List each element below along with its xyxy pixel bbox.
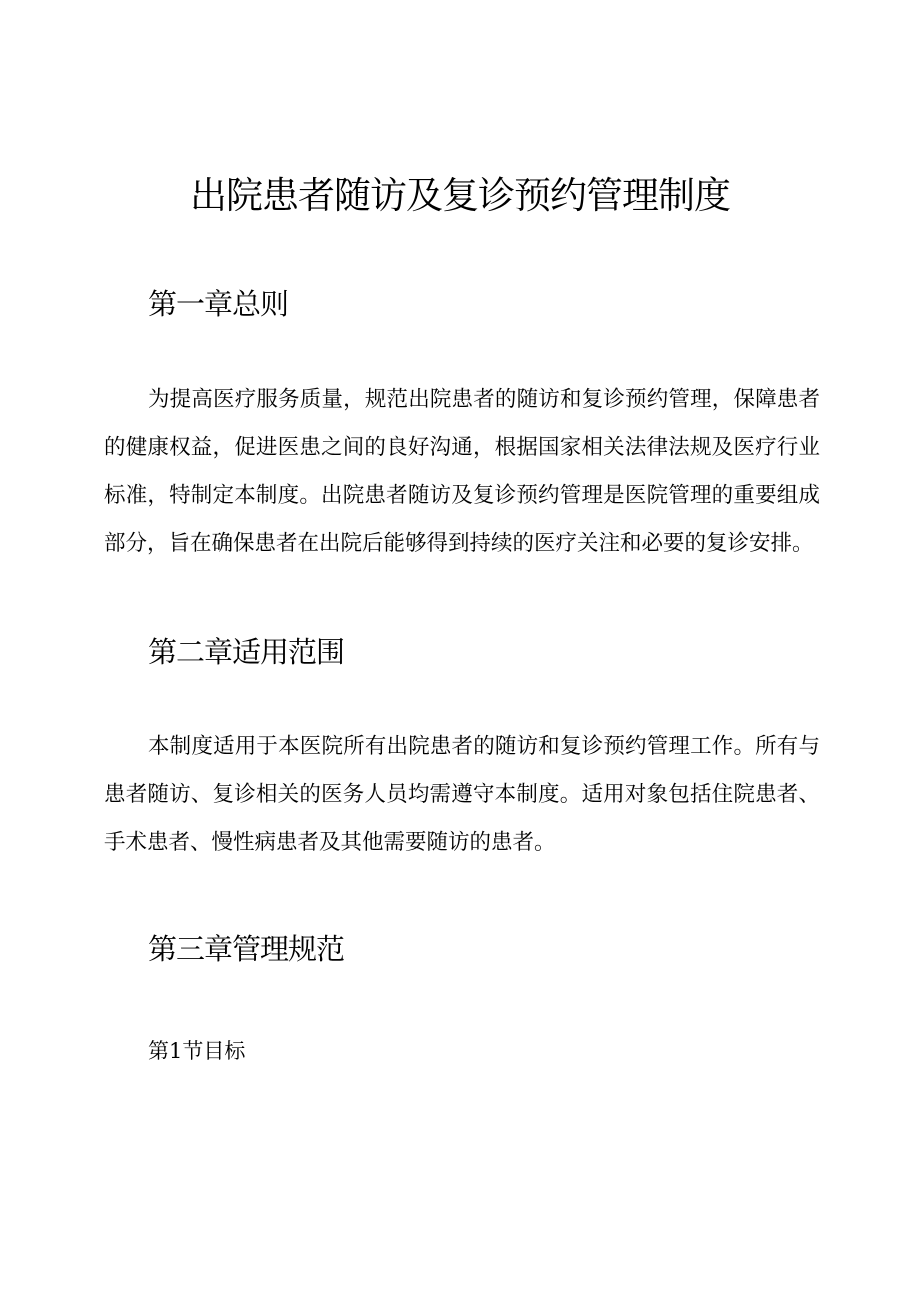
chapter-1-paragraph: 为提高医疗服务质量，规范出院患者的随访和复诊预约管理，保障患者的健康权益，促进医患之间的良好沟通，根据国家相关法律法规及医疗行业标准，特制定本制度。出院患者随访及复诊预约管理是医院管理的重要组成部分，旨在确保患者在出院后能够得到持续的医疗关注和必要的复诊安排。 (104, 387, 820, 556)
chapter-2-heading: 第二章适用范围 (148, 635, 345, 669)
chapter-1-heading: 第一章总则 (148, 287, 289, 321)
chapter-2-paragraph: 本制度适用于本医院所有出院患者的随访和复诊预约管理工作。所有与患者随访、复诊相关的医务人员均需遵守本制度。适用对象包括住院患者、手术患者、慢性病患者及其他需要随访的患者。 (104, 734, 820, 855)
chapter-3-heading: 第三章管理规范 (148, 932, 345, 966)
section-1-heading: 第1节目标 (148, 1039, 246, 1063)
document-title: 出院患者随访及复诊预约管理制度 (190, 174, 730, 217)
